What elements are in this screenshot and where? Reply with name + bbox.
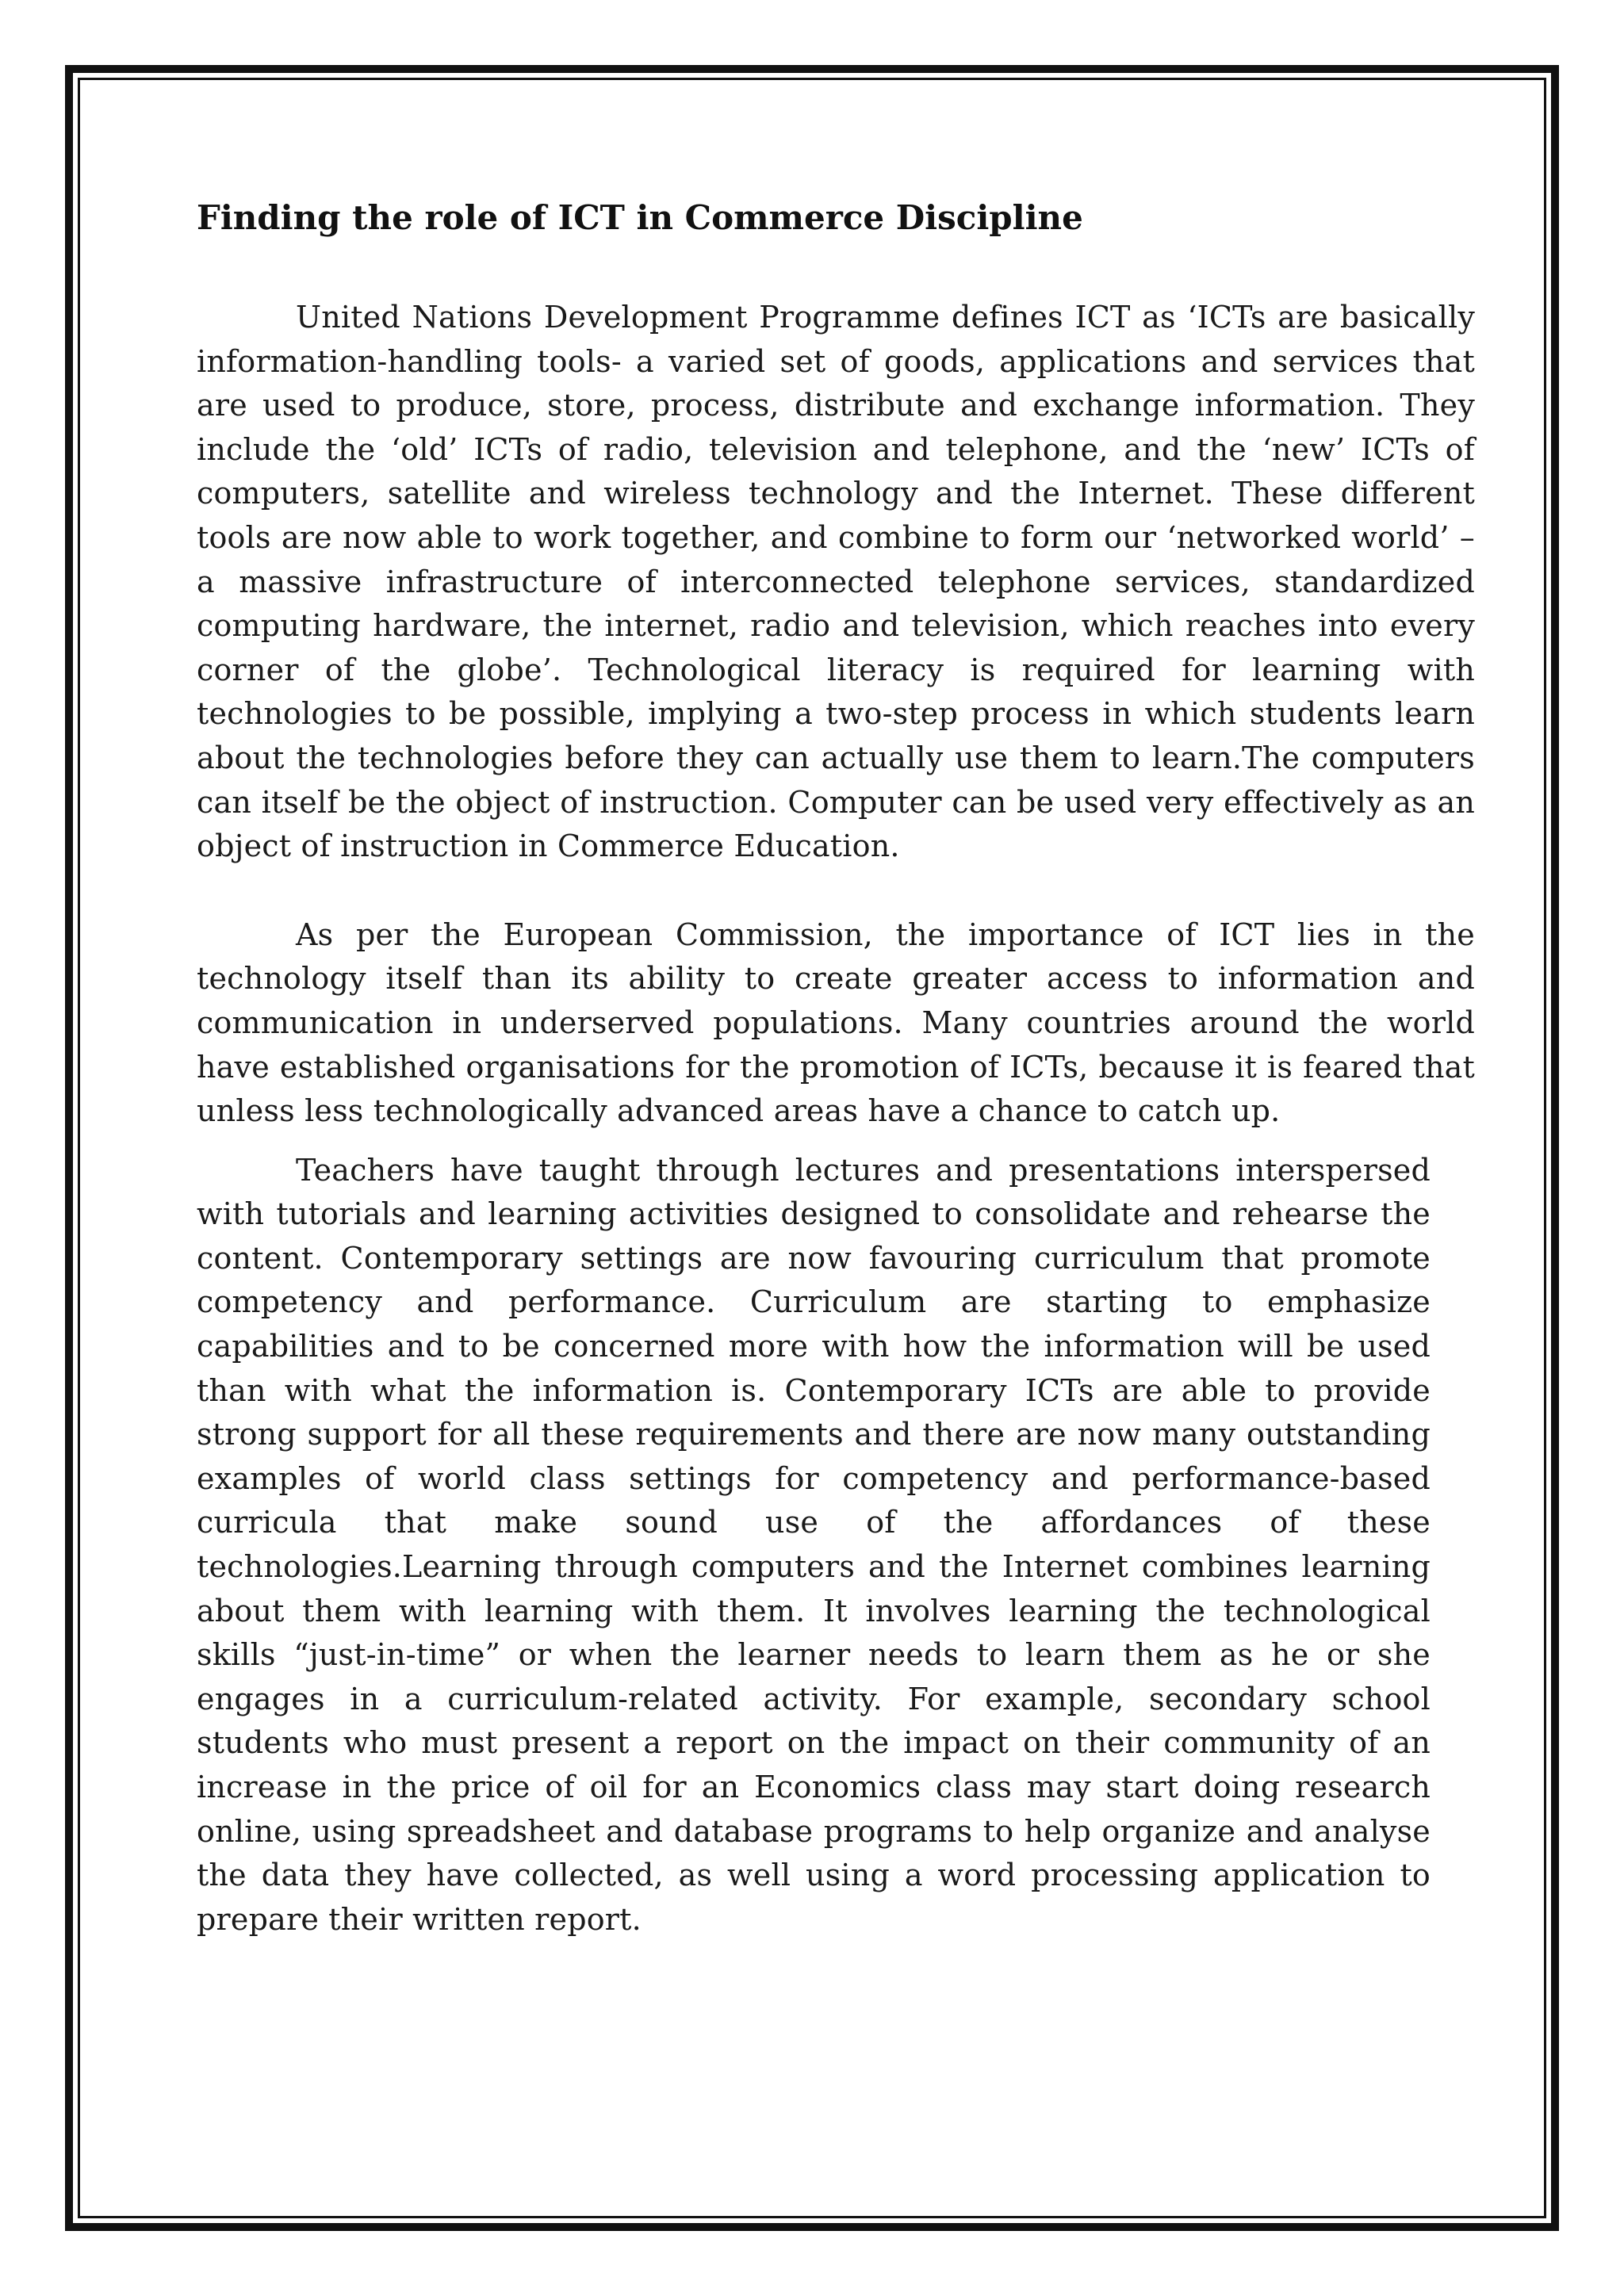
paragraph-european-commission: As per the European Commission, the importance of ICT lies in the technology itself than its ability to create greater access to information and communication in underserved populations. Many countries around the world have established organisations for the promotion of ICTs, because it is feared that unless less technologically advanced areas have a chance to catch up. — [197, 916, 1475, 1129]
paragraph-undp-definition: United Nations Development Programme defines ICT as ‘ICTs are basically information-handling tools- a varied set of goods, applications and services that are used to produce, store, process, distribute and exchange information. They include the ‘old’ ICTs of radio, television and telephone, and the ‘new’ ICTs of computers, satellite and wireless technology and the Internet. These different tools are now able to work together, and combine to form our ‘networked world’ – a massive infrastructure of interconnected telephone services, standardized computing hardware, the internet, radio and television, which reaches into every corner of the globe’. Technological literacy is required for learning with technologies to be possible, implying a two-step process in which students learn about the technologies before they can actually use them to learn.The computers can itself be the object of instruction. Computer can be used very effectively as an object of instruction in Commerce Education. — [197, 300, 1475, 864]
document-title: Finding the role of ICT in Commerce Discipline — [197, 198, 1083, 237]
document-body — [197, 194, 1475, 1942]
paragraph-teaching-with-ict: Teachers have taught through lectures and presentations interspersed with tutorials and learning activities designed to consolidate and rehearse the content. Contemporary settings are now favouring curriculum that promote competency and performance. Curriculum are starting to emphasize capabilities and to be concerned more with how the information will be used than with what the information is. Contemporary ICTs are able to provide strong support for all these requirements and there are now many outstanding examples of world class settings for competency and performance-based curricula that make sound use of the affordances of these technologies.Learning through computers and the Internet combines learning about them with learning with them. It involves learning the technological skills “just-in-time” or when the learner needs to learn them as he or she engages in a curriculum-related activity. For example, secondary school students who must present a report on the impact on their community of an increase in the price of oil for an Economics class may start doing research online, using spreadsheet and database programs to help organize and analyse the data they have collected, as well using a word processing application to prepare their written report. — [197, 1152, 1431, 1937]
